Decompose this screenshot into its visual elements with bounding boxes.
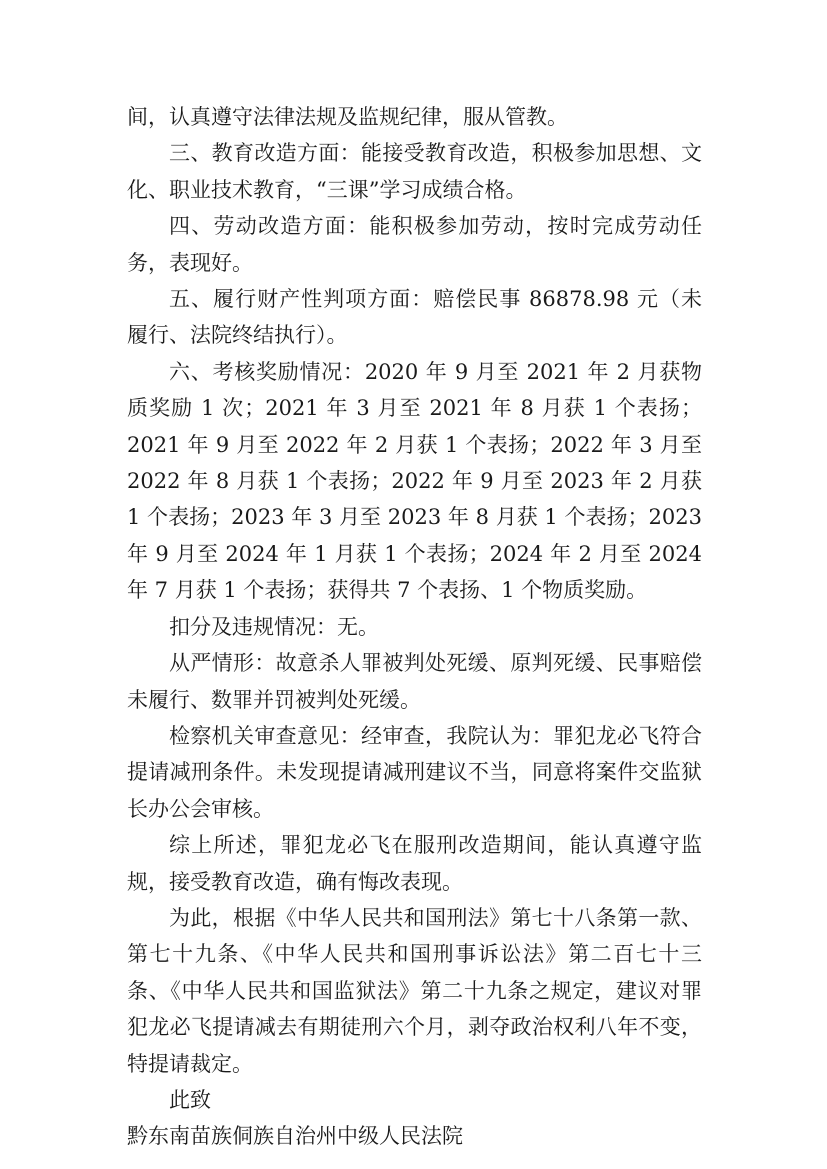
paragraph-property-judgment: 五、履行财产性判项方面：赔偿民事 86878.98 元（未履行、法院终结执行）。 [127, 287, 702, 348]
paragraph-deductions: 扣分及违规情况：无。 [169, 614, 379, 639]
closing-salutation: 此致 [169, 1087, 211, 1112]
paragraph-legal-basis: 为此，根据《中华人民共和国刑法》第七十八条第一款、第七十九条、《中华人民共和国刑事诉讼法》第二百七十三条、《中华人民共和国监狱法》第二十九条之规定，建议对罪犯龙必飞提请减去有期徒刑六个月，剥夺政治权利八年不变，特提请裁定。 [127, 905, 702, 1076]
paragraph-continuation: 间，认真遵守法律法规及监规纪律，服从管教。 [127, 105, 568, 129]
document-body [127, 99, 702, 1155]
paragraph-rewards: 六、考核奖励情况：2020 年 9 月至 2021 年 2 月获物质奖励 1 次；2021 年 3 月至 2021 年 8 月获 1 个表扬；2021 年 9 月至 2022 年 2 月获 1 个表扬；2022 年 3 月至 2022 年 8 月获 1 个表扬；2022 年 9 月至 2023 年 2 月获 1 个表扬；2023 年 3 月至 2023 年 8 月获 1 个表扬；2023 年 9 月至 2024 年 1 月获 1 个表扬；2024 年 2 月至 2024 年 7 月获 1 个表扬；获得共 7 个表扬、1 个物质奖励。 [127, 359, 702, 603]
paragraph-education-reform: 三、教育改造方面：能接受教育改造，积极参加思想、文化、职业技术教育，“三课”学习成绩合格。 [127, 141, 702, 202]
paragraph-labor-reform: 四、劳动改造方面：能积极参加劳动，按时完成劳动任务，表现好。 [127, 214, 702, 275]
recipient-court: 黔东南苗族侗族自治州中级人民法院 [127, 1124, 463, 1149]
paragraph-procuratorate-opinion: 检察机关审查意见：经审查，我院认为：罪犯龙必飞符合提请减刑条件。未发现提请减刑建议不当，同意将案件交监狱长办公会审核。 [127, 723, 702, 821]
paragraph-strict-circumstances: 从严情形：故意杀人罪被判处死缓、原判死缓、民事赔偿未履行、数罪并罚被判处死缓。 [127, 651, 702, 712]
paragraph-summary: 综上所述，罪犯龙必飞在服刑改造期间，能认真遵守监规，接受教育改造，确有悔改表现。 [127, 833, 702, 894]
